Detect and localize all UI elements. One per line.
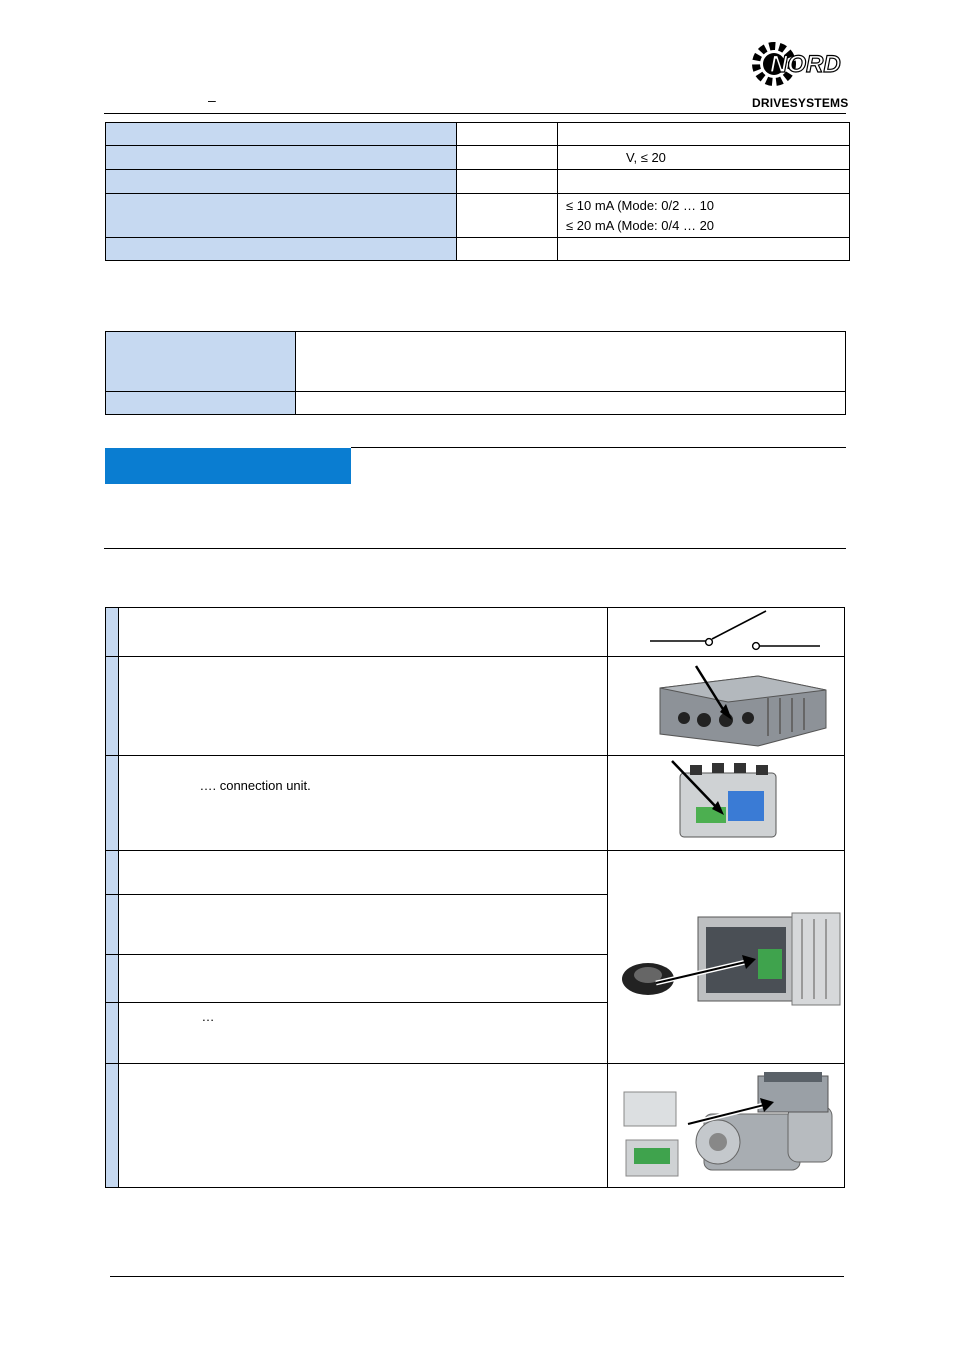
table-row: [106, 608, 845, 657]
spec-value: [558, 170, 850, 194]
table-row: [106, 123, 850, 146]
spec-unit: [457, 194, 558, 238]
spec-value: [558, 194, 850, 238]
gear-motor-photo: [607, 1064, 844, 1188]
step-text: [119, 851, 608, 895]
step-number: [106, 851, 119, 895]
spec-label: [106, 194, 457, 238]
connection-unit-photo: [607, 756, 844, 851]
step-text: [119, 1064, 608, 1188]
step-text: …. connection unit.: [119, 756, 608, 851]
spec-unit: [457, 146, 558, 170]
info-table: [105, 331, 846, 415]
section-rule: [351, 447, 846, 448]
spec-table: [105, 122, 850, 261]
step-number: [106, 895, 119, 955]
spec-value: [558, 238, 850, 261]
spec-label: [106, 170, 457, 194]
spec-label: [106, 238, 457, 261]
header-dash: –: [208, 92, 216, 108]
logo-mark: NORD: [770, 51, 841, 78]
section-bottom-rule: [104, 548, 846, 549]
table-row: [106, 392, 846, 415]
spec-unit: [457, 238, 558, 261]
spec-label: [106, 123, 457, 146]
info-value: [296, 332, 846, 392]
step-text: [119, 657, 608, 756]
step-number: [106, 1064, 119, 1188]
table-row: [106, 332, 846, 392]
step-text: [119, 895, 608, 955]
header-rule: [104, 113, 846, 114]
step-text: …: [119, 1003, 608, 1064]
info-label: [106, 392, 296, 415]
table-row: [106, 194, 850, 238]
inverter-photo: [607, 657, 844, 756]
footer-rule: [110, 1276, 844, 1277]
step-text: [119, 955, 608, 1003]
step-number: [106, 955, 119, 1003]
logo-text: DRIVESYSTEMS: [752, 96, 849, 110]
info-value: [296, 392, 846, 415]
step-text: [119, 608, 608, 657]
table-row: [106, 657, 845, 756]
table-row: [106, 1064, 845, 1188]
table-row: [106, 146, 850, 170]
procedure-table: [105, 607, 845, 1188]
gland-insertion-photo: [607, 851, 844, 1064]
spec-value: V, ≤ 20: [558, 146, 850, 170]
spec-label: [106, 146, 457, 170]
switch-off-symbol: [607, 608, 844, 657]
spec-unit: [457, 170, 558, 194]
table-row: [106, 170, 850, 194]
spec-value: [558, 123, 850, 146]
table-row: [106, 238, 850, 261]
table-row: [106, 851, 845, 895]
spec-value-line: ≤ 10 mA (Mode: 0/2 … 10: [566, 197, 715, 213]
section-heading-bar: [105, 448, 351, 484]
spec-value-line: ≤ 20 mA (Mode: 0/4 … 20: [566, 217, 715, 233]
spec-unit: [457, 123, 558, 146]
step-number: [106, 657, 119, 756]
table-row: [106, 756, 845, 851]
info-label: [106, 332, 296, 392]
step-number: [106, 756, 119, 851]
step-number: [106, 1003, 119, 1064]
step-number: [106, 608, 119, 657]
